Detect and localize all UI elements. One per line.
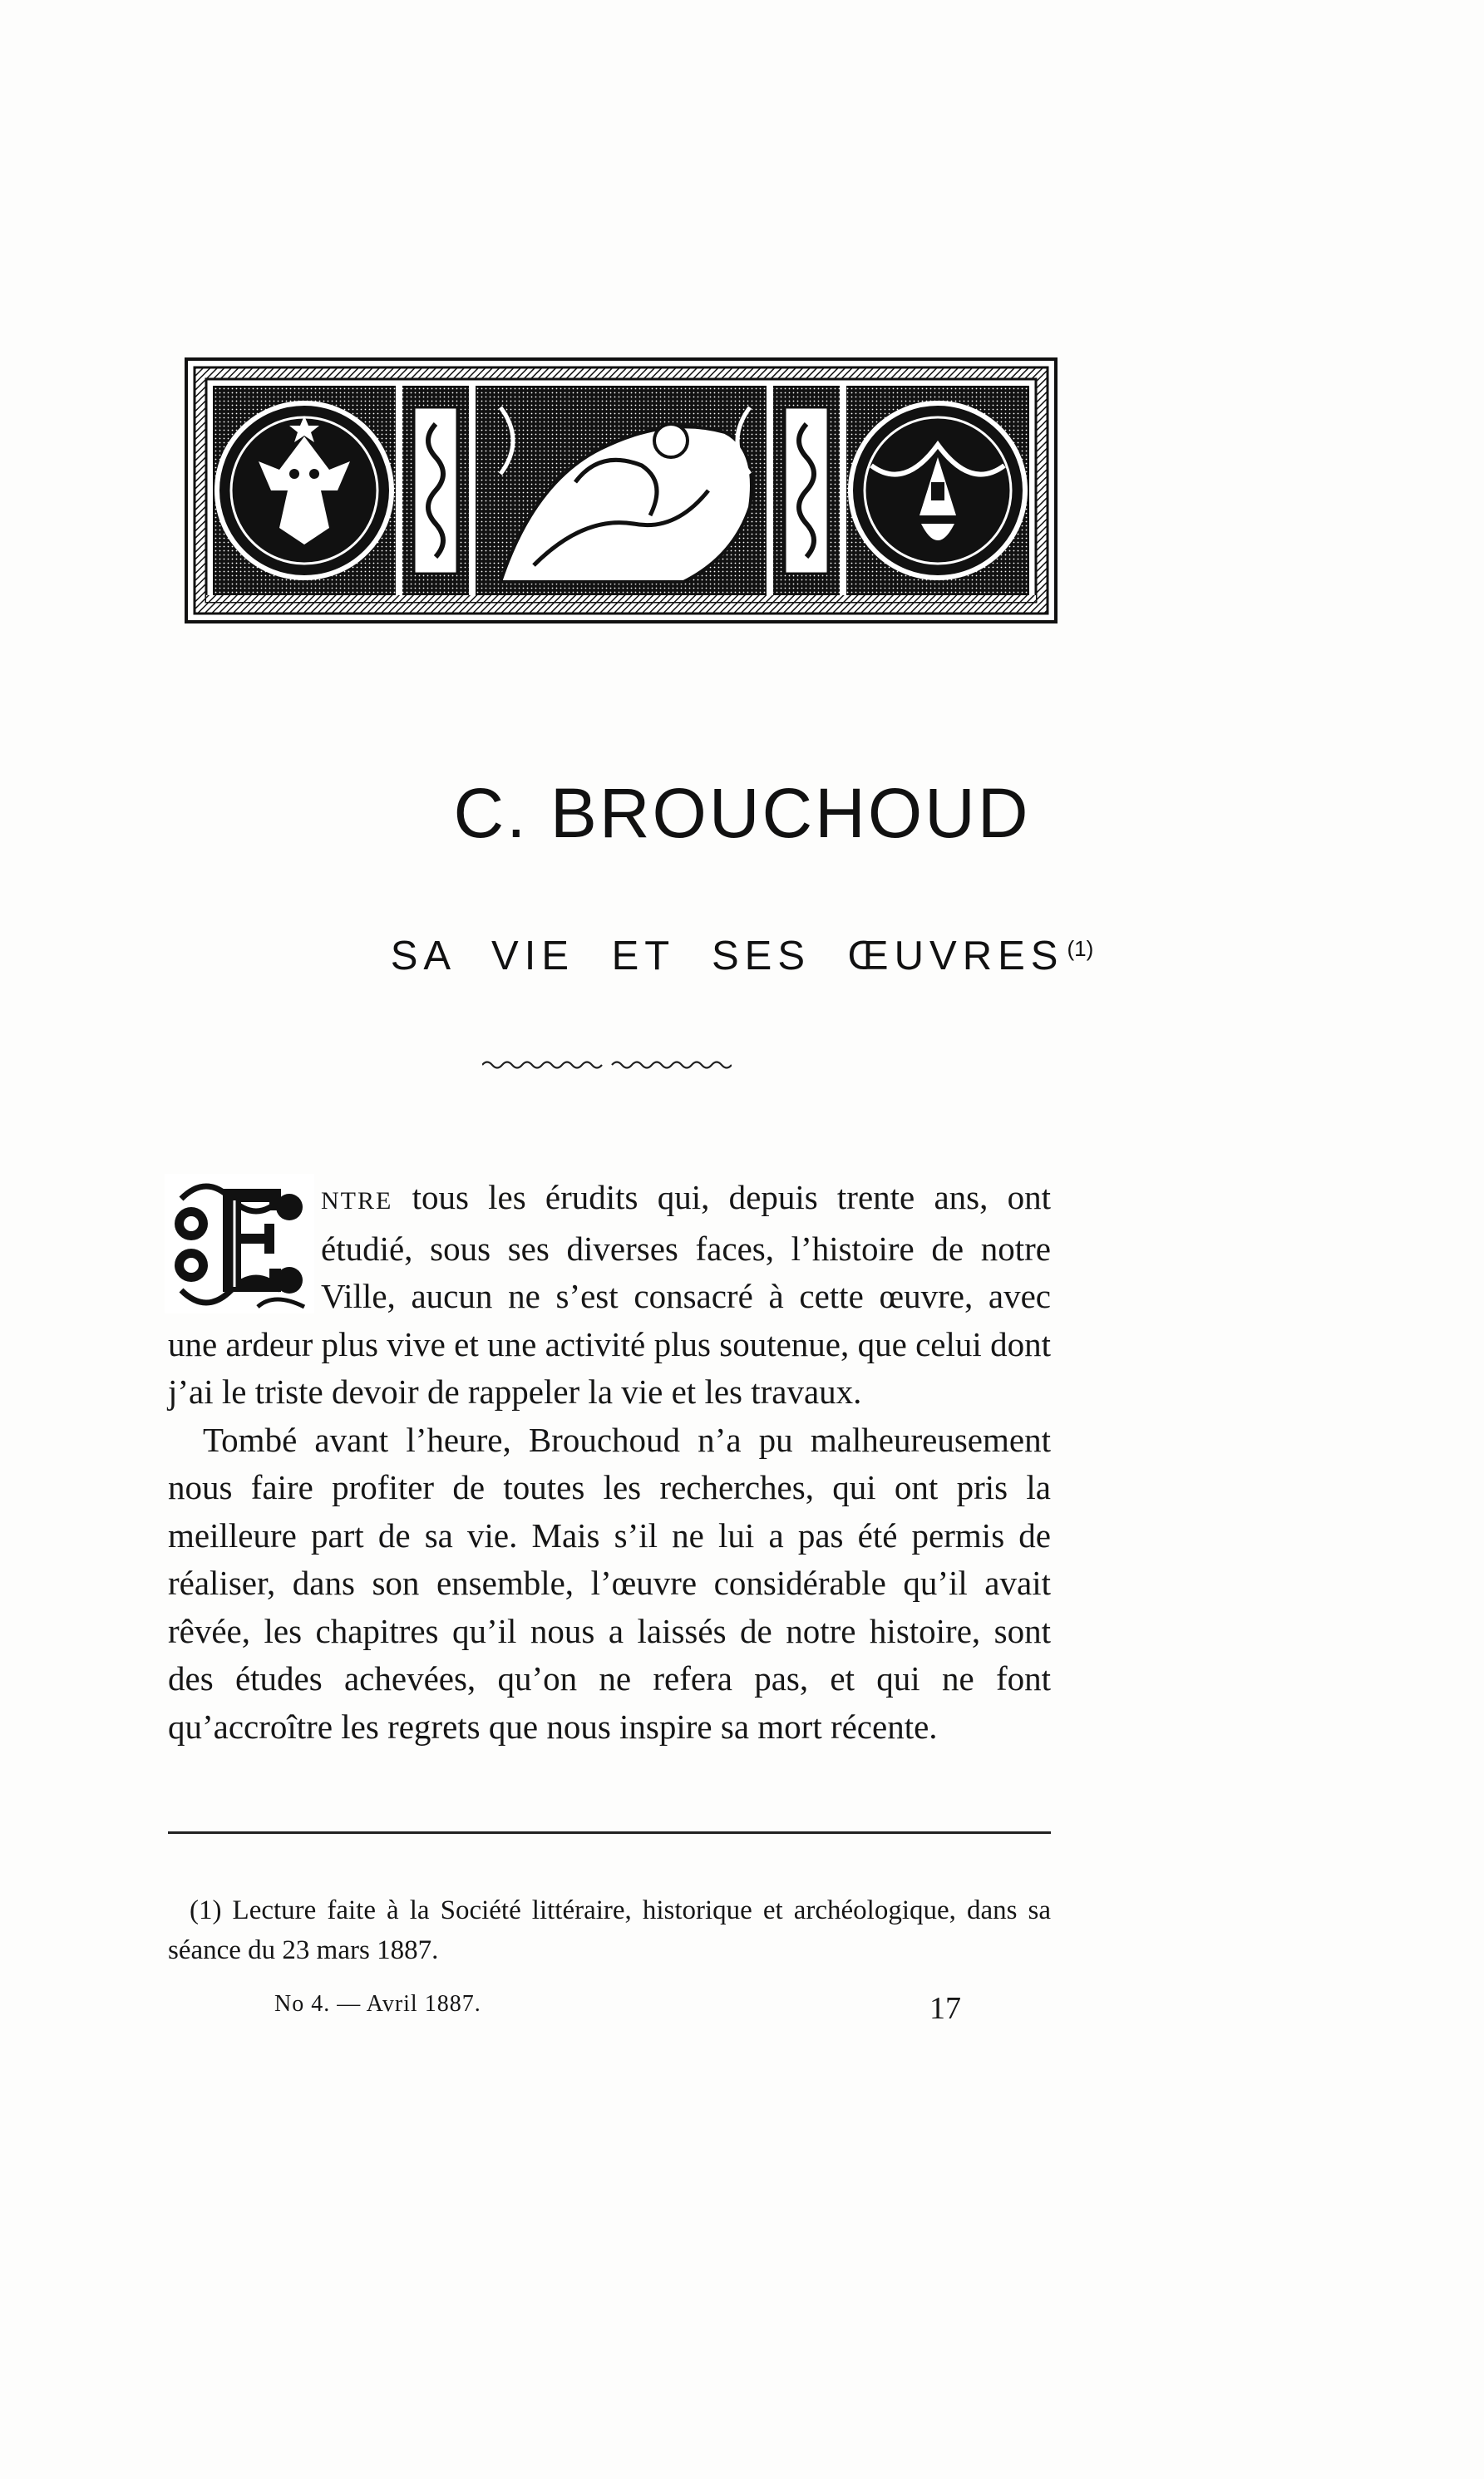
wavy-divider-icon: [482, 1057, 732, 1072]
smallcaps-lead: NTRE: [321, 1187, 393, 1215]
footnote-text: (1) Lecture faite à la Société littéraire, historique et archéologique, dans sa séance du 23 mars 1887.: [168, 1895, 1051, 1965]
article-title: C. BROUCHOUD: [453, 774, 1031, 852]
footnote: [168, 1890, 1051, 1970]
subtitle-text: SA VIE ET SES ŒUVRES: [390, 934, 1064, 978]
article-subtitle: [0, 933, 1484, 979]
ornate-drop-cap-e-icon: [165, 1174, 314, 1313]
footnote-rule: [168, 1831, 1051, 1834]
page-number: 17: [929, 1991, 961, 2026]
paragraph-2: Tombé avant l’heure, Brouchoud n’a pu malheureusement nous faire profiter de toutes les recherches, qui ont pris la meilleure part de sa vie. Mais s’il ne lui a pas été permis de réaliser, dans son ensemble, l’œuvre considérable qu’il avait rêvée, les chapitres qu’il nous a laissés de notre histoire, sont des études achevées, qu’on ne refera pas, et qui ne font qu’accroître les regrets que nous inspire sa mort récente.: [168, 1420, 1051, 1746]
issue-line: No 4. — Avril 1887.: [274, 1991, 481, 2017]
footnote-reference: (1): [1067, 936, 1094, 961]
ornamental-headpiece-icon: [185, 357, 1058, 623]
paragraph-1-text: tous les érudits qui, depuis trente ans, ont étudié, sous ses diverses faces, l’histoire de notre Ville, aucun ne s’est consacré à cette œuvre, avec une ardeur plus vive et une activité plus soutenue, que celui dont j’ai le triste devoir de rappeler la vie et les travaux.: [168, 1178, 1051, 1411]
article-body: [168, 1174, 1051, 1751]
paragraph-1: [168, 1174, 1051, 1417]
